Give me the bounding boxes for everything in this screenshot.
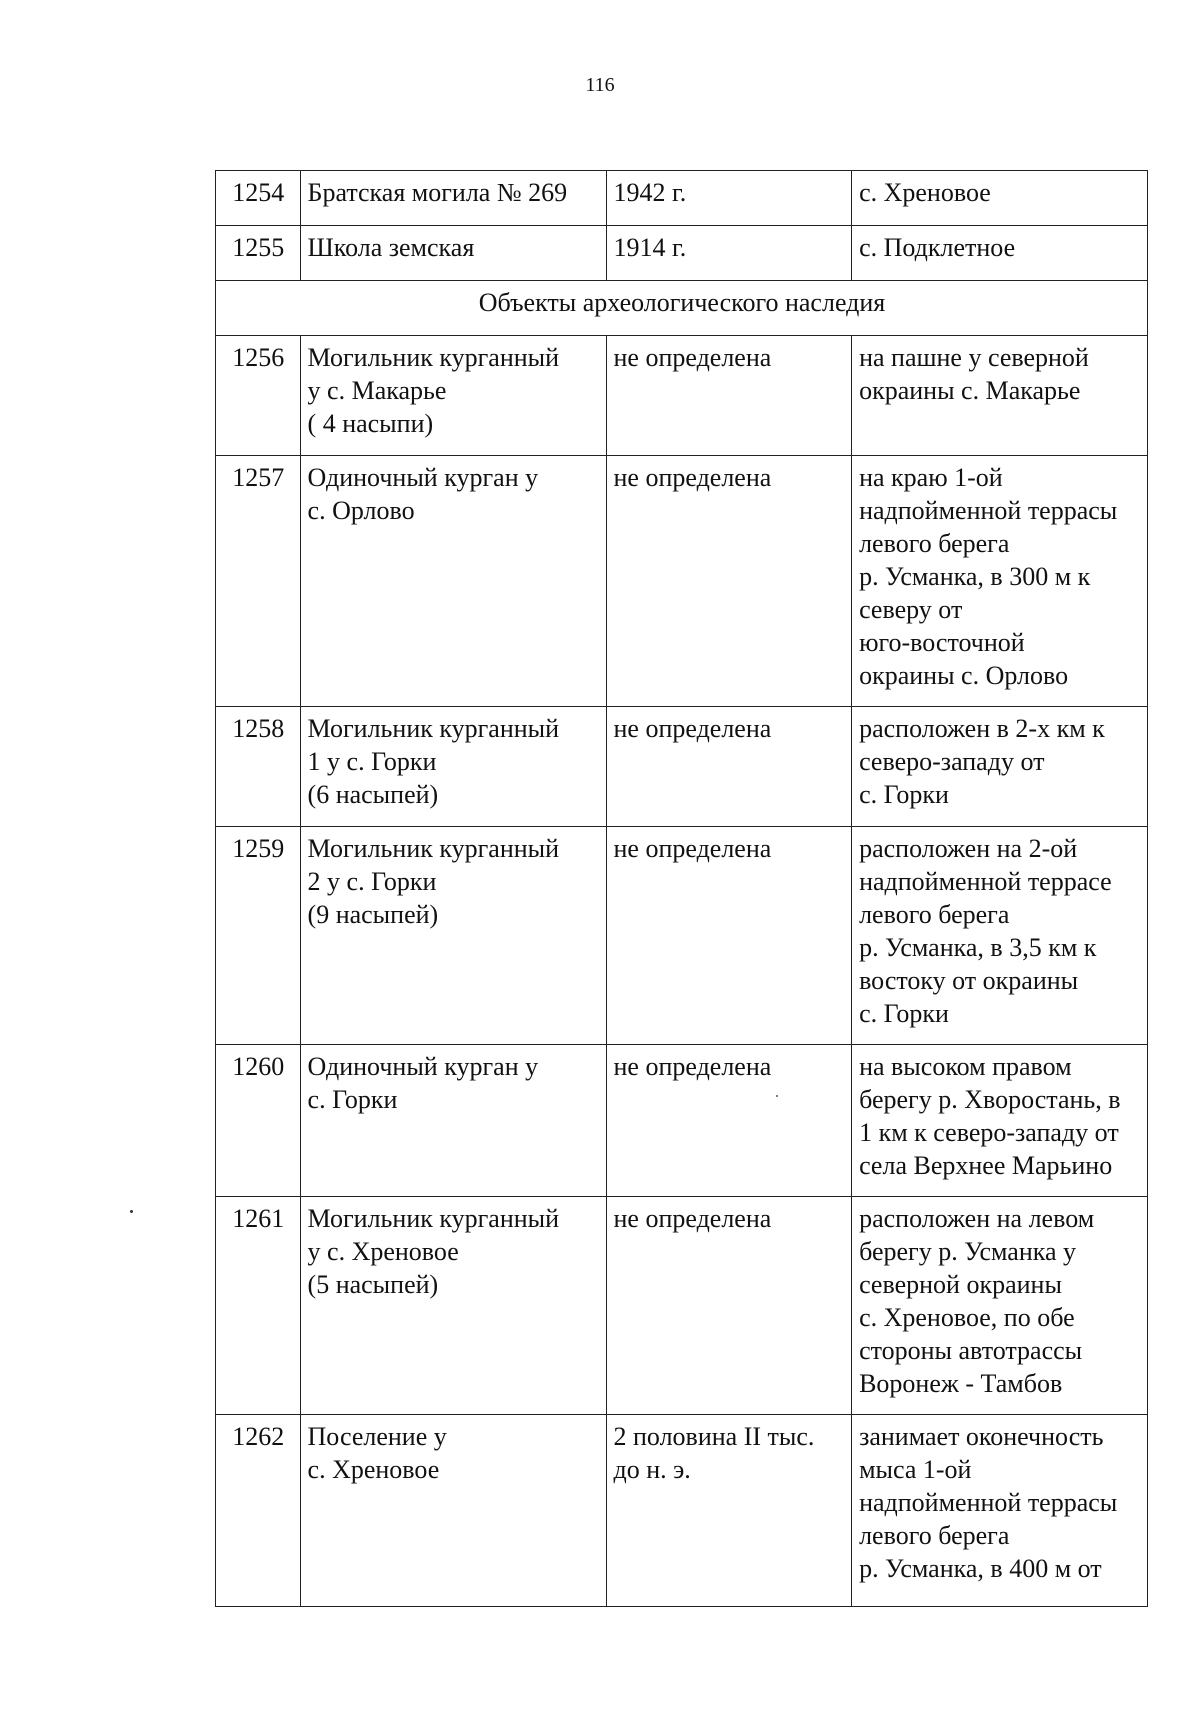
object-name-line: с. Горки	[307, 1085, 398, 1114]
object-name-line: Одиночный курган у	[307, 1052, 539, 1081]
object-name-line: Школа земская	[307, 233, 475, 262]
object-name-line: у с. Хреновое	[307, 1237, 459, 1266]
object-name-line: (6 насыпей)	[307, 780, 439, 809]
table-row	[216, 707, 1148, 827]
object-location-line: надпойменной террасе	[859, 867, 1112, 896]
object-location-line: левого берега	[859, 529, 1010, 558]
object-date-line: не определена	[613, 1052, 772, 1081]
object-date	[606, 707, 852, 827]
object-name-line: Могильник курганный	[307, 1204, 560, 1233]
object-location-line: занимает оконечность	[859, 1422, 1104, 1451]
object-date-line: не определена	[613, 1204, 772, 1233]
object-name-line: (9 насыпей)	[307, 900, 439, 929]
object-date-line: 1942 г.	[613, 178, 687, 207]
object-name	[300, 827, 606, 1045]
object-name-line: у с. Макарье	[307, 376, 447, 405]
object-location	[852, 226, 1148, 281]
object-date	[606, 1415, 852, 1607]
object-name-line: Одиночный курган у	[307, 463, 539, 492]
object-location-line: мыса 1-ой	[859, 1455, 972, 1484]
object-date	[606, 456, 852, 707]
object-location-line: берегу р. Хворостань, в	[859, 1085, 1121, 1114]
object-name-line: Могильник курганный	[307, 343, 560, 372]
object-location-line: надпойменной террасы	[859, 496, 1118, 525]
object-location-line: расположен на 2-ой	[859, 834, 1078, 863]
object-date-line: до н. э.	[613, 1455, 691, 1484]
object-location-line: р. Усманка, в 3,5 км к	[859, 933, 1097, 962]
row-number: 1260	[216, 1045, 301, 1197]
object-location-line: расположен на левом	[859, 1204, 1095, 1233]
row-number: 1255	[216, 226, 301, 281]
object-location-line: востоку от окраины	[859, 966, 1079, 995]
object-name-line: Поселение у	[307, 1422, 447, 1451]
row-number: 1254	[216, 171, 301, 226]
row-number: 1258	[216, 707, 301, 827]
section-title: Объекты археологического наследия	[216, 281, 1148, 336]
object-location	[852, 1197, 1148, 1415]
object-name	[300, 1415, 606, 1607]
object-location	[852, 171, 1148, 226]
row-number: 1256	[216, 336, 301, 456]
table-row	[216, 1045, 1148, 1197]
table-row	[216, 336, 1148, 456]
object-name	[300, 226, 606, 281]
object-name-line: Братская могила № 269	[307, 178, 568, 207]
object-location-line: с. Хреновое	[859, 178, 991, 207]
object-location	[852, 1045, 1148, 1197]
object-location-line: левого берега	[859, 900, 1010, 929]
object-location-line: левого берега	[859, 1521, 1010, 1550]
object-name-line: (5 насыпей)	[307, 1270, 439, 1299]
object-name	[300, 456, 606, 707]
object-location-line: р. Усманка, в 300 м к	[859, 562, 1091, 591]
object-name	[300, 171, 606, 226]
object-location-line: с. Хреновое, по обе	[859, 1303, 1075, 1332]
object-location-line: 1 км к северо-западу от	[859, 1118, 1119, 1147]
object-location-line: стороны автотрассы	[859, 1336, 1083, 1365]
object-location-line: берегу р. Усманка у	[859, 1237, 1077, 1266]
table-row	[216, 226, 1148, 281]
object-name	[300, 707, 606, 827]
heritage-registry-table	[215, 170, 1148, 1607]
object-location-line: юго-восточной	[859, 628, 1025, 657]
object-name-line: Могильник курганный	[307, 714, 560, 743]
object-location-line: окраины с. Орлово	[859, 661, 1069, 690]
object-date	[606, 1045, 852, 1197]
row-number: 1259	[216, 827, 301, 1045]
page-number: 116	[585, 74, 615, 96]
object-date-line: 2 половина II тыс.	[613, 1422, 815, 1451]
object-name	[300, 1197, 606, 1415]
object-name	[300, 336, 606, 456]
object-date-line: не определена	[613, 834, 772, 863]
object-name	[300, 1045, 606, 1197]
object-location-line: Воронеж - Тамбов	[859, 1369, 1063, 1398]
object-location	[852, 1415, 1148, 1607]
table-row	[216, 171, 1148, 226]
object-location-line: с. Горки	[859, 999, 949, 1028]
object-name-line: 1 у с. Горки	[307, 747, 437, 776]
object-date-line: 1914 г.	[613, 233, 687, 262]
object-location-line: на высоком правом	[859, 1052, 1072, 1081]
object-location	[852, 456, 1148, 707]
object-name-line: ( 4 насыпи)	[307, 409, 434, 438]
object-location-line: на пашне у северной	[859, 343, 1089, 372]
table-row	[216, 1197, 1148, 1415]
object-location-line: расположен в 2-х км к	[859, 714, 1105, 743]
table-row	[216, 827, 1148, 1045]
object-name-line: с. Хреновое	[307, 1455, 440, 1484]
object-location	[852, 336, 1148, 456]
object-location-line: села Верхнее Марьино	[859, 1151, 1113, 1180]
object-name-line: Могильник курганный	[307, 834, 560, 863]
table-body	[216, 171, 1148, 1607]
object-date	[606, 336, 852, 456]
object-date	[606, 226, 852, 281]
object-location-line: с. Горки	[859, 780, 949, 809]
object-location-line: р. Усманка, в 400 м от	[859, 1554, 1102, 1583]
table-row	[216, 1415, 1148, 1607]
object-location-line: на краю 1-ой	[859, 463, 1003, 492]
object-name-line: 2 у с. Горки	[307, 867, 437, 896]
table-row	[216, 456, 1148, 707]
object-date-line: не определена	[613, 714, 772, 743]
object-location-line: окраины с. Макарье	[859, 376, 1081, 405]
row-number: 1262	[216, 1415, 301, 1607]
object-location-line: с. Подклетное	[859, 233, 1016, 262]
scan-artifact	[130, 1210, 133, 1213]
row-number: 1261	[216, 1197, 301, 1415]
object-location-line: северо-западу от	[859, 747, 1045, 776]
object-location-line: северной окраины	[859, 1270, 1062, 1299]
object-location-line: надпойменной террасы	[859, 1488, 1118, 1517]
object-name-line: с. Орлово	[307, 496, 415, 525]
object-date-line: не определена	[613, 343, 772, 372]
object-location	[852, 827, 1148, 1045]
object-date-line: не определена	[613, 463, 772, 492]
object-date	[606, 1197, 852, 1415]
row-number: 1257	[216, 456, 301, 707]
section-row	[216, 281, 1148, 336]
object-location	[852, 707, 1148, 827]
object-location-line: северу от	[859, 595, 963, 624]
object-date	[606, 171, 852, 226]
object-date	[606, 827, 852, 1045]
